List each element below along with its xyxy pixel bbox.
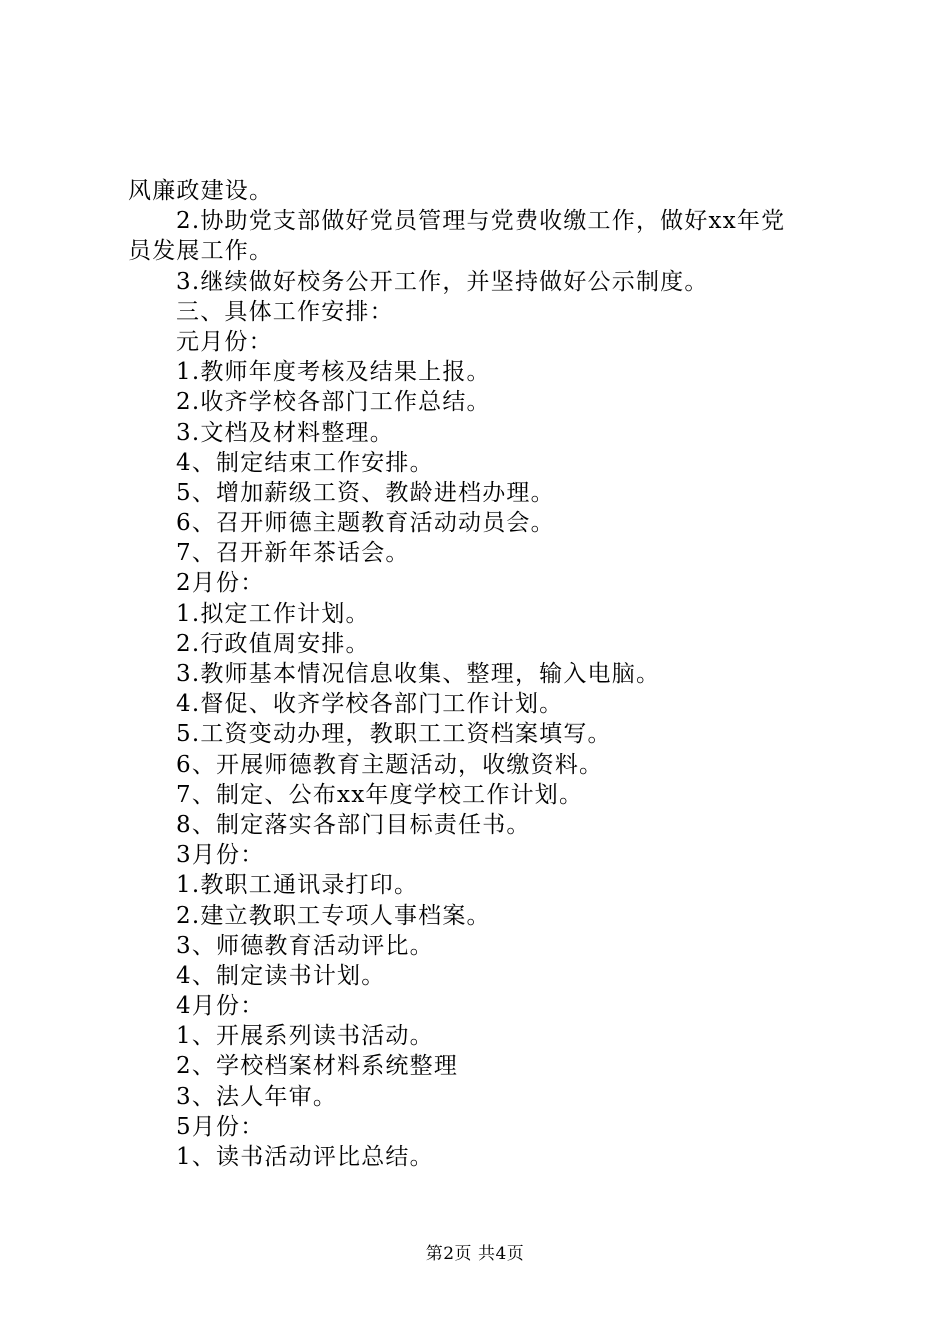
month-heading: 2月份： (176, 570, 265, 597)
list-item: 6、召开师德主题教育活动动员会。 (176, 510, 555, 537)
list-item: 3、师德教育活动评比。 (176, 932, 434, 959)
list-item: 1.教师年度考核及结果上报。 (176, 359, 491, 386)
list-item: 5、增加薪级工资、教龄进档办理。 (176, 479, 555, 506)
list-item: 1、读书活动评比总结。 (176, 1144, 434, 1170)
list-item: 4、制定结束工作安排。 (176, 449, 434, 476)
month-heading: 元月份： (176, 328, 273, 355)
body-line-continuation: 风廉政建设。 (128, 178, 274, 204)
list-item: 3.教师基本情况信息收集、整理，输入电脑。 (176, 661, 661, 687)
list-item: 6、开展师德教育主题活动，收缴资料。 (176, 751, 604, 778)
list-item: 5.工资变动办理，教职工工资档案填写。 (176, 721, 612, 748)
list-item: 4.督促、收齐学校各部门工作计划。 (176, 691, 564, 718)
list-item: 2、学校档案材料系统整理 (176, 1053, 459, 1080)
body-line-item: 3.继续做好校务公开工作，并坚持做好公示制度。 (176, 268, 709, 295)
body-line-continuation: 员发展工作。 (128, 238, 274, 265)
section-heading: 三、具体工作安排： (176, 298, 394, 325)
month-heading: 4月份： (176, 993, 265, 1020)
list-item: 3、法人年审。 (176, 1083, 338, 1110)
body-line-item: 2.协助党支部做好党员管理与党费收缴工作，做好xx年党 (176, 208, 786, 235)
list-item: 8、制定落实各部门目标责任书。 (176, 811, 531, 838)
list-item: 3.文档及材料整理。 (176, 419, 394, 446)
list-item: 4、制定读书计划。 (176, 962, 386, 989)
month-heading: 3月份： (176, 842, 265, 869)
list-item: 1.拟定工作计划。 (176, 600, 370, 627)
list-item: 1.教职工通讯录打印。 (176, 872, 419, 899)
list-item: 2.收齐学校各部门工作总结。 (176, 389, 491, 416)
page-footer: 第2页 共4页 (425, 1244, 525, 1264)
document-body (128, 176, 834, 1172)
month-heading: 5月份： (176, 1113, 265, 1140)
list-item: 2.行政值周安排。 (176, 630, 370, 657)
list-item: 1、开展系列读书活动。 (176, 1023, 434, 1050)
list-item: 7、制定、公布xx年度学校工作计划。 (176, 781, 584, 808)
list-item: 2.建立教职工专项人事档案。 (176, 902, 491, 929)
list-item: 7、召开新年茶话会。 (176, 540, 410, 567)
